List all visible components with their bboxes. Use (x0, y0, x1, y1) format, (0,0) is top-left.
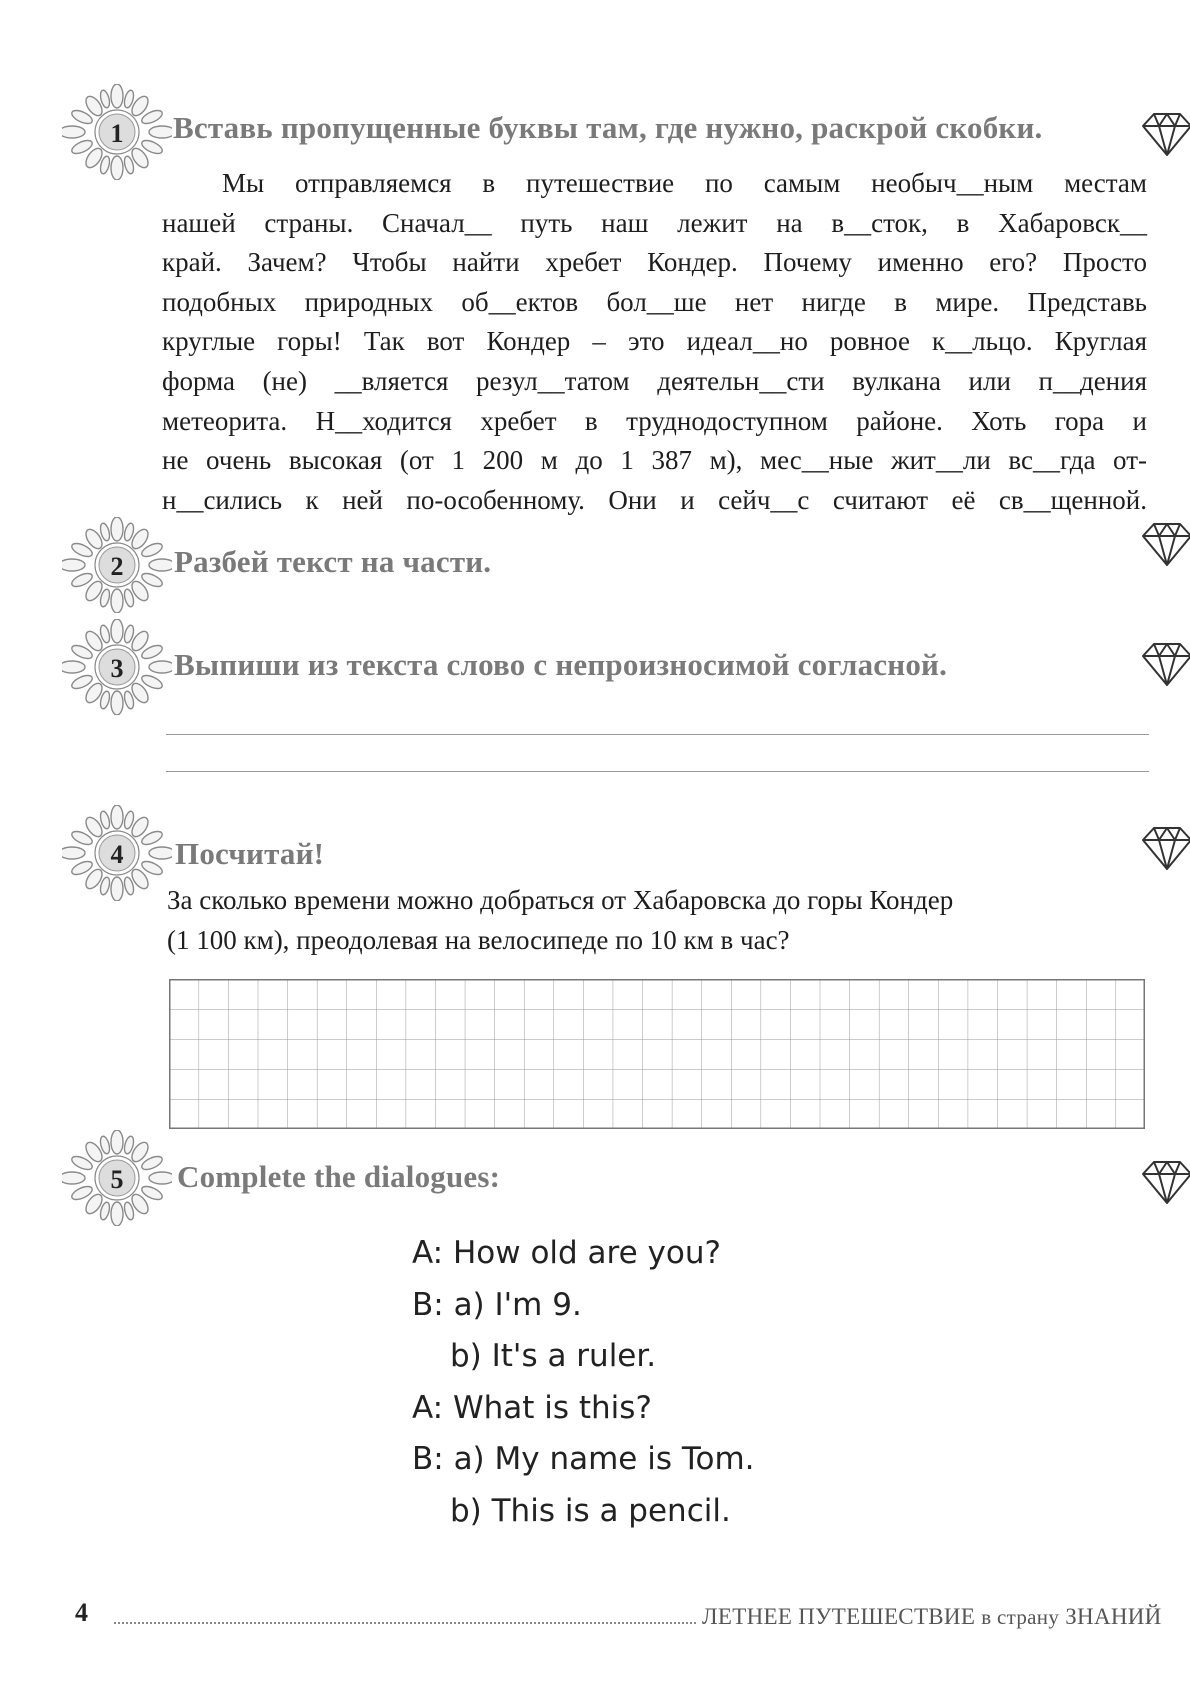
task-number: 2 (110, 552, 124, 581)
dialogue-question: A: How old are you? (412, 1235, 721, 1271)
text-line: край. Зачем? Чтобы найти хребет Кондер. Почему именно его? Просто (162, 247, 1147, 278)
answer-line[interactable] (166, 734, 1149, 735)
task-2-title: Разбей текст на части. (174, 544, 492, 579)
diamond-icon (1140, 824, 1190, 872)
text-line: н__сились к ней по-особенному. Они и сейч__с считают её св__щенной. (162, 484, 1147, 515)
text-line: Мы отправляемся в путешествие по самым необыч__ным местам (222, 168, 1147, 198)
diamond-icon (1140, 520, 1190, 568)
dialogue-option[interactable]: b) This is a pencil. (450, 1492, 731, 1529)
calc-question-line: (1 100 км), преодолевая на велосипеде по 10 км в час? (167, 925, 790, 955)
diamond-icon (1140, 640, 1190, 688)
flower-icon (62, 84, 172, 180)
task-number: 3 (110, 654, 124, 683)
task-3-title: Выпиши из текста слово с непроизносимой согласной. (174, 647, 948, 682)
dialogue-option[interactable]: B: a) My name is Tom. (412, 1441, 755, 1478)
calculation-grid[interactable] (169, 979, 1145, 1129)
text-line: нашей страны. Сначал__ путь наш лежит на в__сток, в Хабаровск__ (162, 207, 1147, 238)
exercise-text (162, 164, 1147, 520)
task-4-title: Посчитай! (175, 836, 325, 871)
footer-title (702, 1604, 1162, 1630)
text-line: не очень высокая (от 1 200 м до 1 387 м), мес__ные жит__ли вс__гда от- (162, 445, 1147, 476)
text-line: форма (не) __вляется резул__татом деятельн__сти вулкана или п__дения (162, 365, 1147, 396)
calc-question (167, 880, 1147, 960)
footer-title-main: ЛЕТНЕЕ ПУТЕШЕСТВИЕ (702, 1604, 976, 1629)
dialogue-question: A: What is this? (412, 1389, 652, 1426)
text-line: подобных природных об__ектов бол__ше нет нигде в мире. Представь (162, 286, 1147, 317)
flower-icon (62, 805, 172, 901)
answer-line[interactable] (166, 771, 1149, 772)
footer-divider (114, 1622, 696, 1624)
flower-icon (62, 1130, 172, 1226)
dialogue-block (412, 1228, 755, 1538)
text-line: метеорита. Н__ходится хребет в труднодоступном районе. Хоть гора и (162, 405, 1147, 436)
footer-title-end: ЗНАНИЙ (1065, 1604, 1162, 1629)
flower-icon (62, 619, 172, 715)
text-line: круглые горы! Так вот Кондер – это идеал__но ровное к__льцо. Круглая (162, 326, 1147, 357)
task-number: 5 (110, 1165, 124, 1194)
footer-title-connector: в страну (981, 1605, 1060, 1629)
calc-question-line: За сколько времени можно добраться от Хабаровска до горы Кондер (167, 885, 954, 915)
diamond-icon (1140, 1158, 1190, 1206)
task-1-title: Вставь пропущенные буквы там, где нужно, раскрой скобки. (173, 110, 1043, 145)
diamond-icon (1140, 110, 1190, 158)
dialogue-option[interactable]: b) It's a ruler. (450, 1338, 657, 1375)
page-number: 4 (75, 1598, 88, 1627)
dialogue-option[interactable]: B: a) I'm 9. (412, 1286, 582, 1323)
task-5-title: Complete the dialogues: (177, 1159, 501, 1194)
task-number: 1 (110, 119, 124, 148)
flower-icon (62, 517, 172, 613)
task-number: 4 (110, 840, 124, 869)
